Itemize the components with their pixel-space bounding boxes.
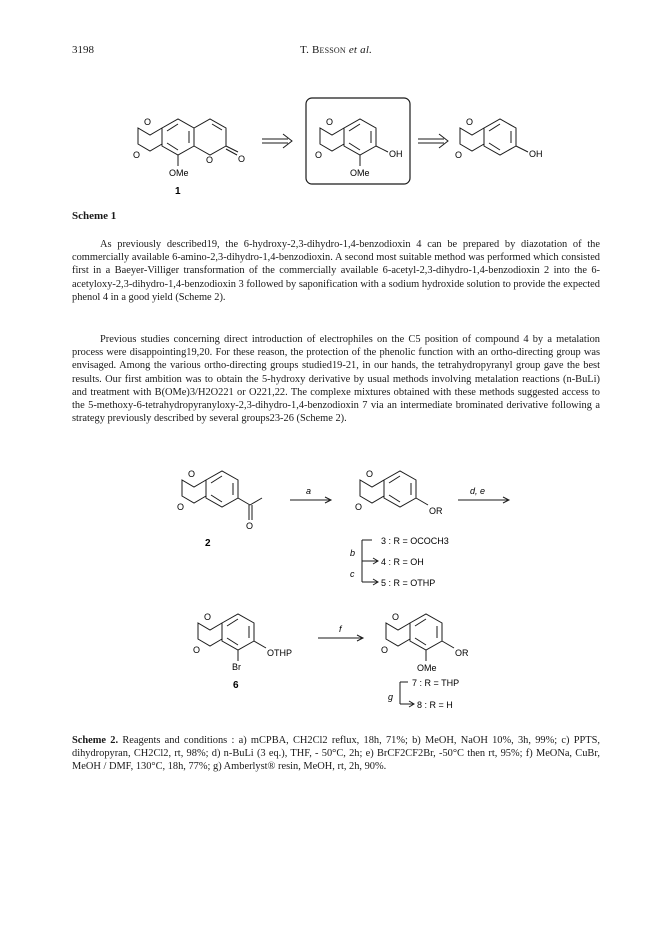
s2-r8: 8 : R = H [417, 700, 453, 710]
s1-o-label: O [133, 150, 141, 160]
s2-br-label: Br [232, 662, 241, 672]
s2-r7: 7 : R = THP [412, 678, 460, 688]
s2-o-label: O [366, 469, 374, 479]
s1-o-label: O [206, 155, 214, 165]
scheme1-caption: Scheme 1 [72, 210, 117, 222]
s2-o-label: O [392, 612, 400, 622]
scheme2-caption [72, 734, 600, 774]
s2-o-label: O [177, 502, 185, 512]
s1-o-label: O [144, 117, 152, 127]
s2-o-label: O [381, 645, 389, 655]
s2-o-label: O [193, 645, 201, 655]
s2-r3: 3 : R = OCOCH3 [381, 536, 449, 546]
s2-o-label: O [204, 612, 212, 622]
s2-step-g: g [388, 692, 394, 702]
paragraph-2-text: Previous studies concerning direct introduction of electrophiles on the C5 position of compound 4 by a metalation process were disappointing19,20. For these reason, the protection of the phenolic function with an ortho-directing group was envisaged. Among the various ortho-directing groups studied19-21, in our hands, the tetrahydropyranyl group gave the best results. Our first ambition was to obtain the 5-hydroxy derivative by usual methods involving metalation reactions (n-BuLi) and treatment with B(OMe)3/H2O221 or O221,22. The complexe mixtures obtained with these methods suggested access to the 5-methoxy-6-tetrahydropyranyloxy-2,3-dihydro-1,4-benzodioxin 7 via an intermediate brominated derivative following a strategy previously described by several groups23-26 (Scheme 2). [72, 334, 600, 425]
s2-r4: 4 : R = OH [381, 557, 424, 567]
s2-compound-6-num: 6 [233, 680, 239, 691]
s2-ome-label: OMe [417, 663, 437, 673]
paragraph-2 [72, 333, 600, 425]
page-number: 3198 [72, 44, 94, 56]
scheme1-molecule-1 [138, 119, 238, 166]
s2-o-label: O [188, 469, 196, 479]
s1-o-label: O [315, 150, 323, 160]
s1-oh-label: OH [529, 149, 543, 159]
s1-ome-label: OMe [169, 168, 189, 178]
s2-step-b: b [350, 548, 356, 558]
s2-step-de: d, e [470, 486, 486, 496]
paragraph-1-text: As previously described19, the 6-hydroxy-2,3-dihydro-1,4-benzodioxin 4 can be prepared by diazotation of the commercially available 6-amino-2,3-dihydro-1,4-benzodioxin. A second most suitable method was performed which consisted first in a Baeyer-Villiger transformation of the commercially available 6-acetyl-2,3-dihydro-1,4-benzodioxin 2 into the 6-acetyloxy-2,3-dihydro-1,4-benzodioxin 3 followed by saponification with a sodium hydroxide solution to provide the expected phenol 4 in a good yield (Scheme 2). [72, 239, 600, 303]
s1-oh-label: OH [389, 149, 403, 159]
s2-step-f: f [339, 624, 342, 634]
s2-step-c: c [350, 569, 355, 579]
s1-compound-1: 1 [175, 186, 181, 197]
running-header-etal: et al. [345, 44, 373, 56]
s1-ome-label: OMe [350, 168, 370, 178]
s1-o-label: O [238, 154, 246, 164]
s2-or-label: OR [429, 506, 443, 516]
scheme2-caption-title: Scheme 2. [72, 735, 119, 746]
s2-o-label: O [355, 502, 363, 512]
s1-o-label: O [326, 117, 334, 127]
s2-step-a: a [306, 486, 312, 496]
s1-retro-arrow-1 [262, 134, 292, 148]
scheme2-caption-text: Reagents and conditions : a) mCPBA, CH2Cl2 reflux, 18h, 71%; b) MeOH, NaOH 10%, 3h, 99%; c) PPTS, dihydropyran, CH2Cl2, rt, 98%; d) n-BuLi (3 eq.), THF, - 50°C, 2h; e) BrCF2CF2Br, -50°C then rt, 95%; f) MeONa, CuBr, MeOH / DMF, 130°C, 18h, 77%; g) Amberlyst® resin, MeOH, rt, 2h, 90%. [72, 735, 600, 773]
running-header-authors: T. Besson [300, 44, 346, 56]
paragraph-1 [72, 238, 600, 304]
s2-othp-label: OTHP [267, 648, 293, 658]
s1-o-label: O [455, 150, 463, 160]
s2-or-label: OR [455, 648, 469, 658]
s1-retro-arrow-2 [418, 134, 448, 148]
scheme1-figure [0, 0, 672, 230]
s2-r5: 5 : R = OTHP [381, 578, 436, 588]
s1-o-label: O [466, 117, 474, 127]
scheme2-figure [0, 460, 672, 730]
s2-o-label: O [246, 521, 254, 531]
s2-bracket-345 [362, 540, 378, 585]
s2-compound-2-num: 2 [205, 538, 211, 549]
